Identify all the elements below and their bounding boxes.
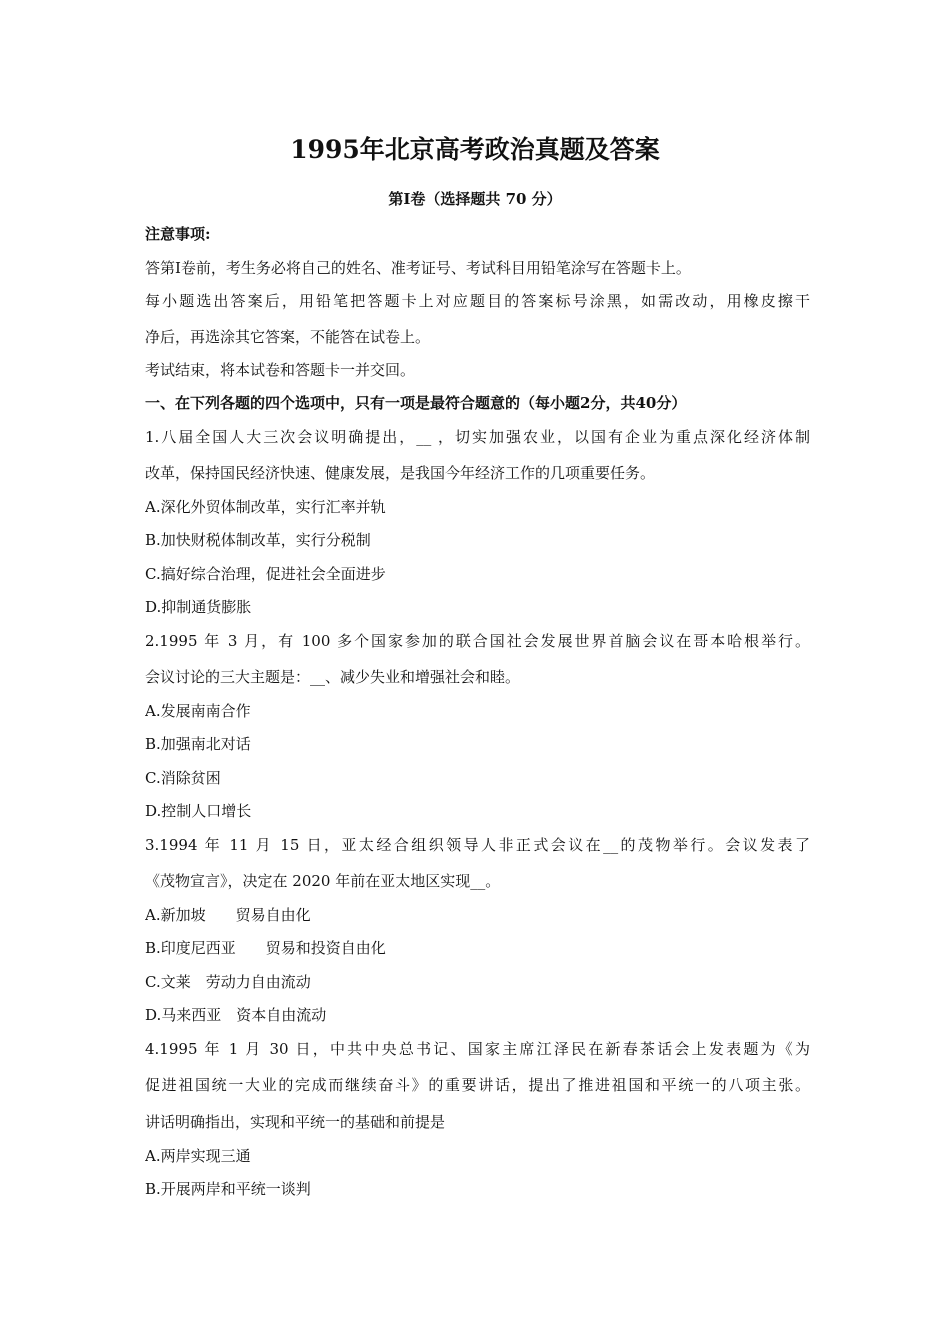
question-option: C.文莱 劳动力自由流动 [145,973,311,991]
notice-line: 每小题选出答案后，用铅笔把答题卡上对应题目的答案标号涂黑，如需改动，用橡皮擦干 [145,292,810,310]
question-stem: 促进祖国统一大业的完成而继续奋斗》的重要讲话，提出了推进祖国和平统一的八项主张。 [145,1076,810,1094]
question-option: A.两岸实现三通 [145,1147,251,1165]
document-subtitle: 第Ⅰ卷（选择题共 70 分） [388,190,562,208]
question-option: A.新加坡 贸易自由化 [145,906,311,924]
question-stem: 1.八届全国人大三次会议明确提出，__ ，切实加强农业，以国有企业为重点深化经济体制 [145,428,810,446]
notice-line: 答第Ⅰ卷前，考生务必将自己的姓名、准考证号、考试科目用铅笔涂写在答题卡上。 [145,259,691,277]
question-stem: 3.1994 年 11 月 15 日，亚太经合组织领导人非正式会议在__的茂物举行。会议发表了 [145,836,810,854]
notice-line: 考试结束，将本试卷和答题卡一并交回。 [145,361,416,379]
question-option: C.消除贫困 [145,769,221,787]
section-heading: 一、在下列各题的四个选项中，只有一项是最符合题意的（每小题2分，共40分） [145,394,687,412]
question-option: B.印度尼西亚 贸易和投资自由化 [145,939,386,957]
notice-heading: 注意事项: [145,225,211,243]
question-option: A.深化外贸体制改革，实行汇率并轨 [145,498,386,516]
question-stem: 讲话明确指出，实现和平统一的基础和前提是 [145,1113,446,1131]
question-stem: 4.1995 年 1 月 30 日，中共中央总书记、国家主席江泽民在新春茶话会上发表题为《为 [145,1040,810,1058]
question-stem: 会议讨论的三大主题是：__、减少失业和增强社会和睦。 [145,668,521,686]
question-option: B.加快财税体制改革，实行分税制 [145,531,371,549]
question-option: D.控制人口增长 [145,802,252,820]
question-stem: 改革，保持国民经济快速、健康发展，是我国今年经济工作的几项重要任务。 [145,464,656,482]
question-option: D.抑制通货膨胀 [145,598,252,616]
question-option: B.开展两岸和平统一谈判 [145,1180,311,1198]
question-option: D.马来西亚 资本自由流动 [145,1006,327,1024]
question-option: B.加强南北对话 [145,735,251,753]
notice-line: 净后，再选涂其它答案，不能答在试卷上。 [145,328,431,346]
document-title: 1995年北京高考政治真题及答案 [290,135,660,164]
question-stem: 《茂物宣言》，决定在 2020 年前在亚太地区实现__。 [145,872,501,890]
question-stem: 2.1995 年 3 月，有 100 多个国家参加的联合国社会发展世界首脑会议在哥本哈根举行。 [145,632,810,650]
question-option: A.发展南南合作 [145,702,251,720]
question-option: C.搞好综合治理，促进社会全面进步 [145,565,386,583]
